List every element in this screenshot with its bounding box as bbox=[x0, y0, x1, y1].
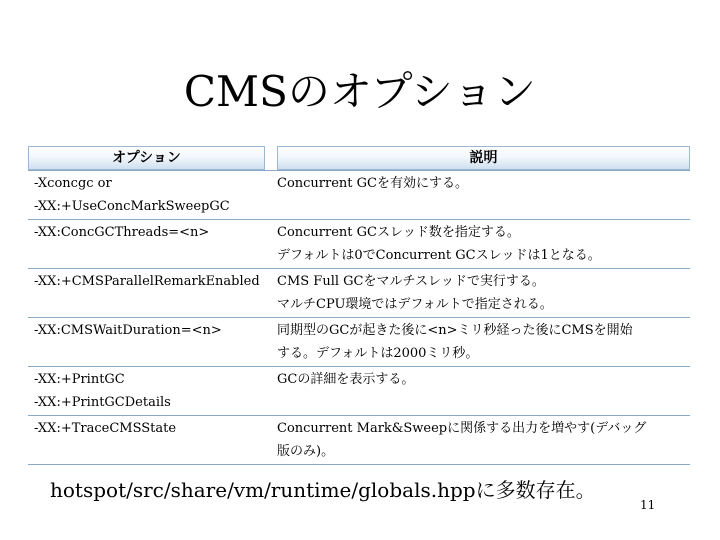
table-row bbox=[28, 367, 690, 416]
table-row bbox=[28, 416, 690, 465]
description-cell bbox=[271, 367, 690, 416]
description-line: Concurrent Mark&Sweepに関係する出力を増やす(デバッグ bbox=[277, 421, 647, 436]
description-line: GCの詳細を表示する。 bbox=[277, 372, 415, 387]
header-option-label: オプション bbox=[28, 146, 265, 170]
description-line: 同期型のGCが起きた後に<n>ミリ秒経った後にCMSを開始 bbox=[277, 323, 633, 338]
option-line: -XX:+UseConcMarkSweepGC bbox=[34, 199, 230, 214]
option-cell bbox=[28, 416, 271, 465]
page-number: 11 bbox=[640, 498, 656, 512]
description-cell bbox=[271, 220, 690, 269]
description-line: 版のみ)。 bbox=[277, 444, 335, 459]
description-cell bbox=[271, 416, 690, 465]
description-line: する。デフォルトは2000ミリ秒。 bbox=[277, 346, 479, 361]
option-cell bbox=[28, 171, 271, 220]
table-header-row bbox=[28, 146, 690, 171]
header-option bbox=[28, 146, 271, 171]
option-line: -XX:CMSWaitDuration=<n> bbox=[34, 323, 222, 338]
option-line: -XX:+PrintGC bbox=[34, 372, 125, 387]
table-row bbox=[28, 171, 690, 220]
header-description bbox=[271, 146, 690, 171]
description-line: Concurrent GCを有効にする。 bbox=[277, 176, 468, 191]
option-line: -XX:+TraceCMSState bbox=[34, 421, 177, 436]
option-cell bbox=[28, 269, 271, 318]
option-line: -XX:+PrintGCDetails bbox=[34, 395, 171, 410]
description-line: デフォルトは0でConcurrent GCスレッドは1となる。 bbox=[277, 248, 601, 263]
description-cell bbox=[271, 318, 690, 367]
table-row bbox=[28, 318, 690, 367]
option-line: -XX:+CMSParallelRemarkEnabled bbox=[34, 274, 260, 289]
description-cell bbox=[271, 269, 690, 318]
description-cell bbox=[271, 171, 690, 220]
option-cell bbox=[28, 367, 271, 416]
option-line: -XX:ConcGCThreads=<n> bbox=[34, 225, 210, 240]
description-line: マルチCPU環境ではデフォルトで指定される。 bbox=[277, 297, 553, 312]
option-cell bbox=[28, 318, 271, 367]
table-row bbox=[28, 220, 690, 269]
table-row bbox=[28, 269, 690, 318]
option-line: -Xconcgc or bbox=[34, 176, 112, 191]
header-description-label: 説明 bbox=[277, 146, 690, 170]
description-line: CMS Full GCをマルチスレッドで実行する。 bbox=[277, 274, 545, 289]
description-line: Concurrent GCスレッド数を指定する。 bbox=[277, 225, 520, 240]
slide-title: CMSのオプション bbox=[183, 67, 537, 116]
footer-note: hotspot/src/share/vm/runtime/globals.hppに多数存在。 bbox=[50, 478, 596, 502]
options-table bbox=[28, 146, 690, 465]
option-cell bbox=[28, 220, 271, 269]
